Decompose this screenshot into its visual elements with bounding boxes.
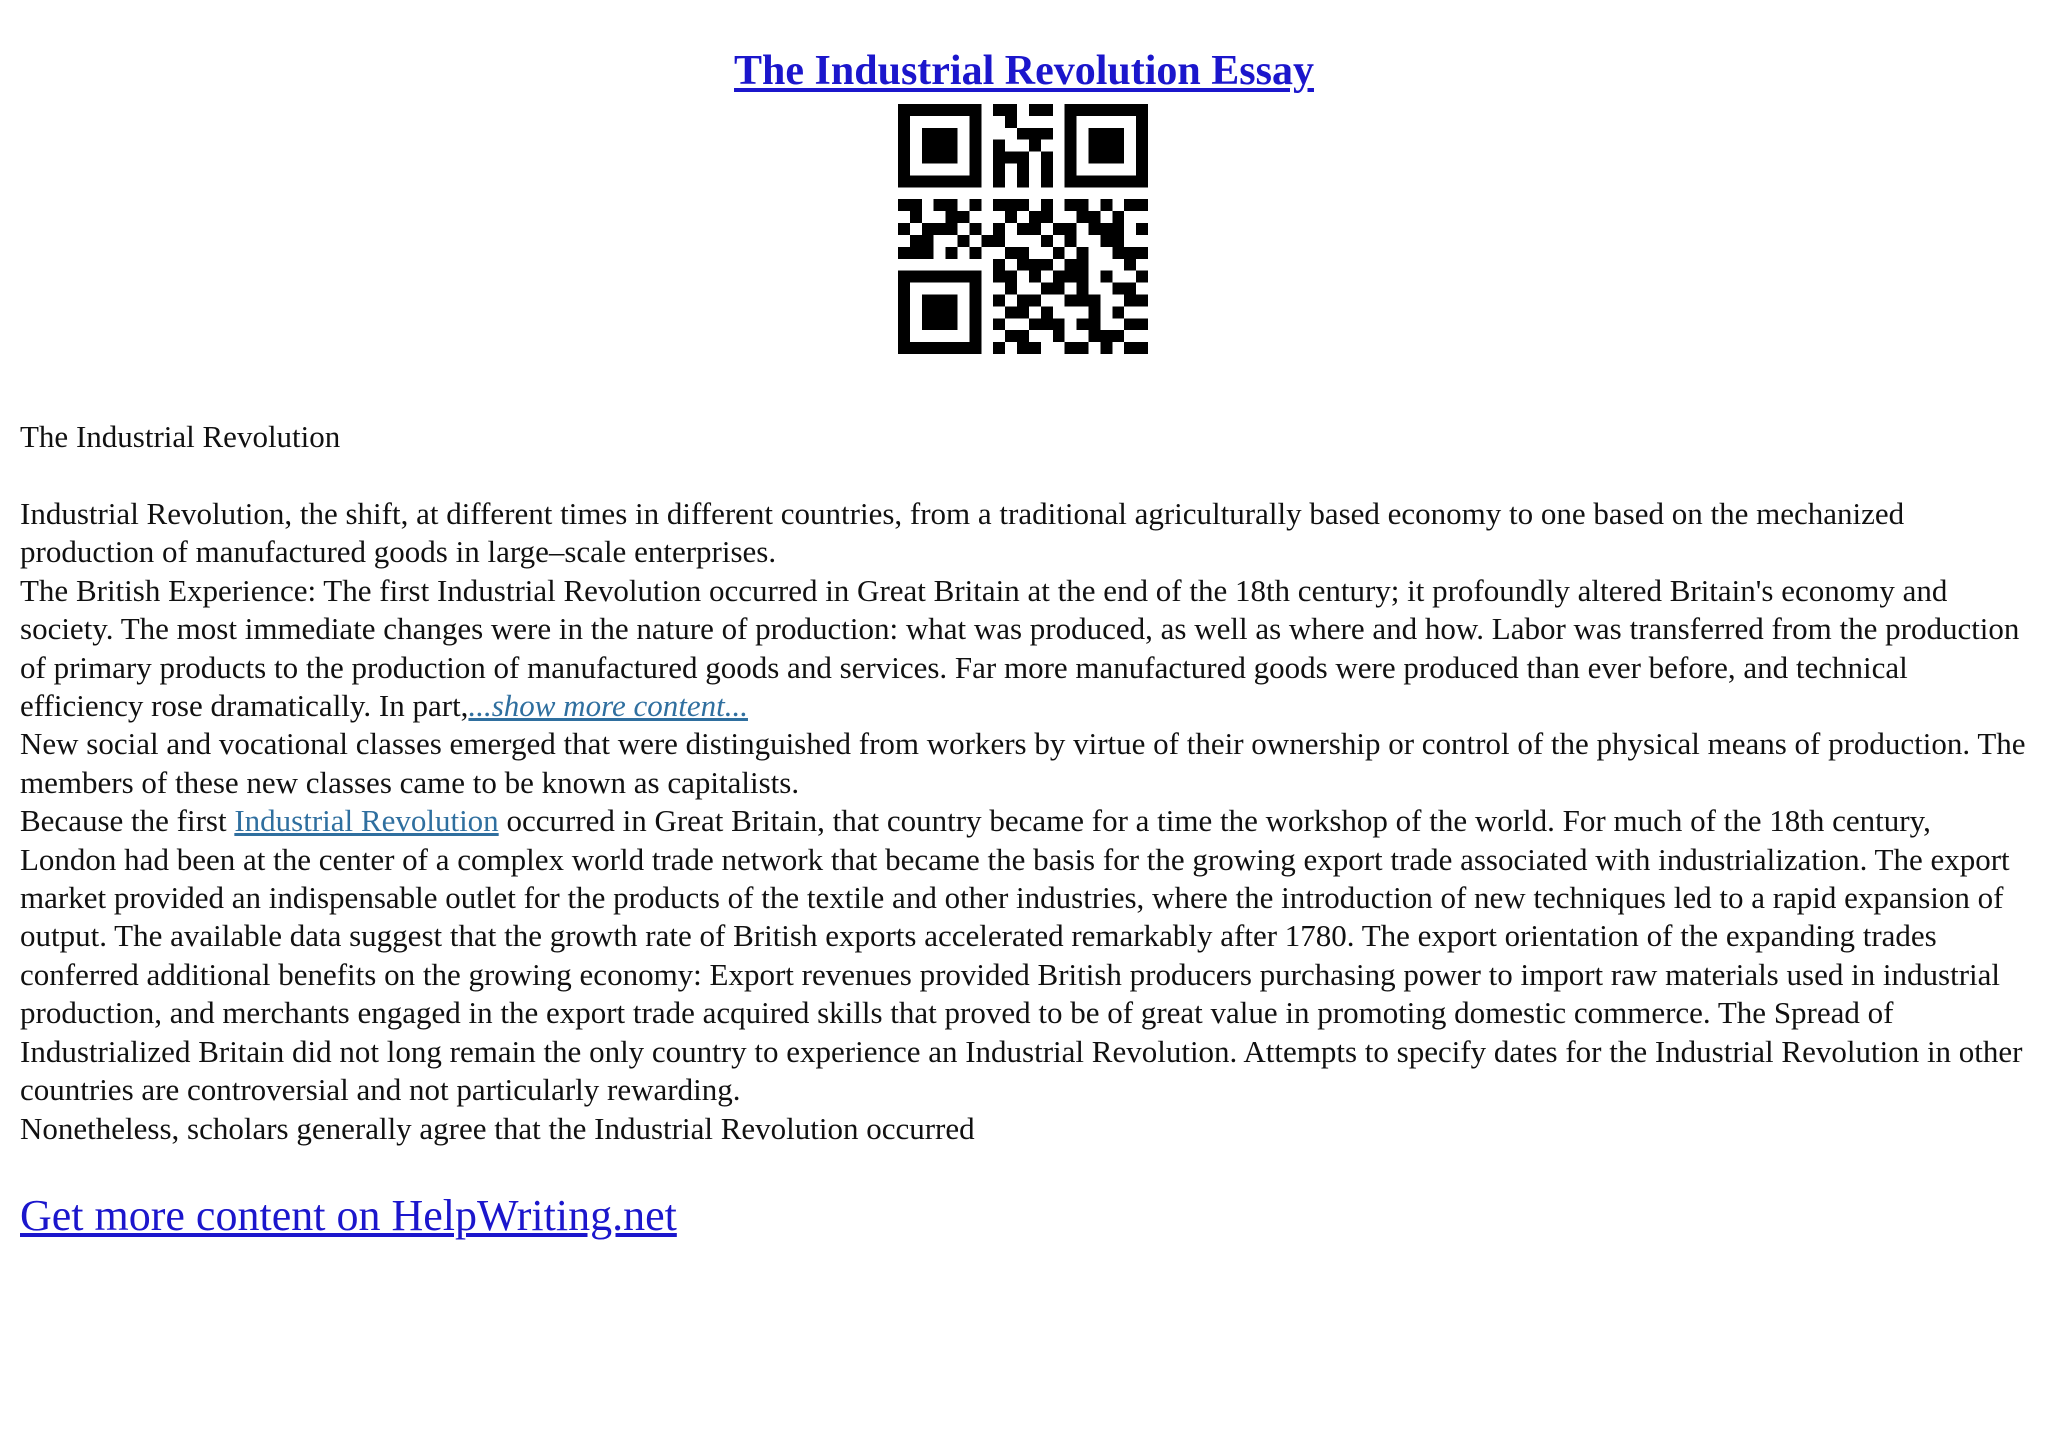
page-title	[0, 44, 2048, 98]
more-content-callout	[20, 1190, 677, 1242]
paragraph-4	[20, 802, 2030, 1109]
helpwriting-link[interactable]: Get more content on HelpWriting.net	[20, 1191, 677, 1240]
paragraph-1: Industrial Revolution, the shift, at different times in different countries, from a traditional agriculturally based economy to one based on the mechanized production of manufactured goods in large–scale enterprises.	[20, 496, 1905, 570]
paragraph-2-text: The British Experience: The first Industrial Revolution occurred in Great Britain at the end of the 18th century; it profoundly altered Britain's economy and society. The most immediate changes were in the nature of production: what was produced, as well as where and how. Labor was transferred from the production of primary products to the production of manufactured goods and services. Far more manufactured goods were produced than ever before, and technical efficiency rose dramatically. In part,	[20, 572, 2020, 724]
title-link[interactable]: The Industrial Revolution Essay	[734, 48, 1314, 95]
paragraph-4-after-link: occurred in Great Britain, that country became for a time the workshop of the world. For much of the 18th century, London had been at the center of a complex world trade network that became the basis for the growing export trade associated with industrialization. The export market provided an indispensable outlet for the products of the textile and other industries, where the introduction of new techniques led to a rapid expansion of output. The available data suggest that the growth rate of British exports accelerated remarkably after 1780. The export orientation of the expanding trades conferred additional benefits on the growing economy: Export revenues provided British producers purchasing power to import raw materials used in industrial production, and merchants engaged in the export trade acquired skills that proved to be of great value in promoting domestic commerce. The Spread of Industrialized Britain did not long remain the only country to experience an Industrial Revolution. Attempts to specify dates for the Industrial Revolution in other countries are controversial and not particularly rewarding.	[20, 803, 2023, 1108]
essay-subheading: The Industrial Revolution	[20, 419, 341, 454]
paragraph-3: New social and vocational classes emerged that were distinguished from workers by virtue of their ownership or control of the physical means of production. The members of these new classes came to be known as capitalists.	[20, 726, 2026, 800]
paragraph-5: Nonetheless, scholars generally agree that the Industrial Revolution occurred	[20, 1110, 975, 1146]
essay-body	[20, 495, 2030, 1148]
qr-code-graphic	[898, 104, 1148, 354]
qr-code-icon	[898, 104, 1148, 354]
paragraph-2	[20, 572, 2030, 726]
industrial-revolution-link[interactable]: Industrial Revolution	[234, 803, 499, 839]
show-more-link[interactable]: ...show more content...	[468, 688, 748, 724]
paragraph-4-before-link: Because the first	[20, 803, 235, 839]
